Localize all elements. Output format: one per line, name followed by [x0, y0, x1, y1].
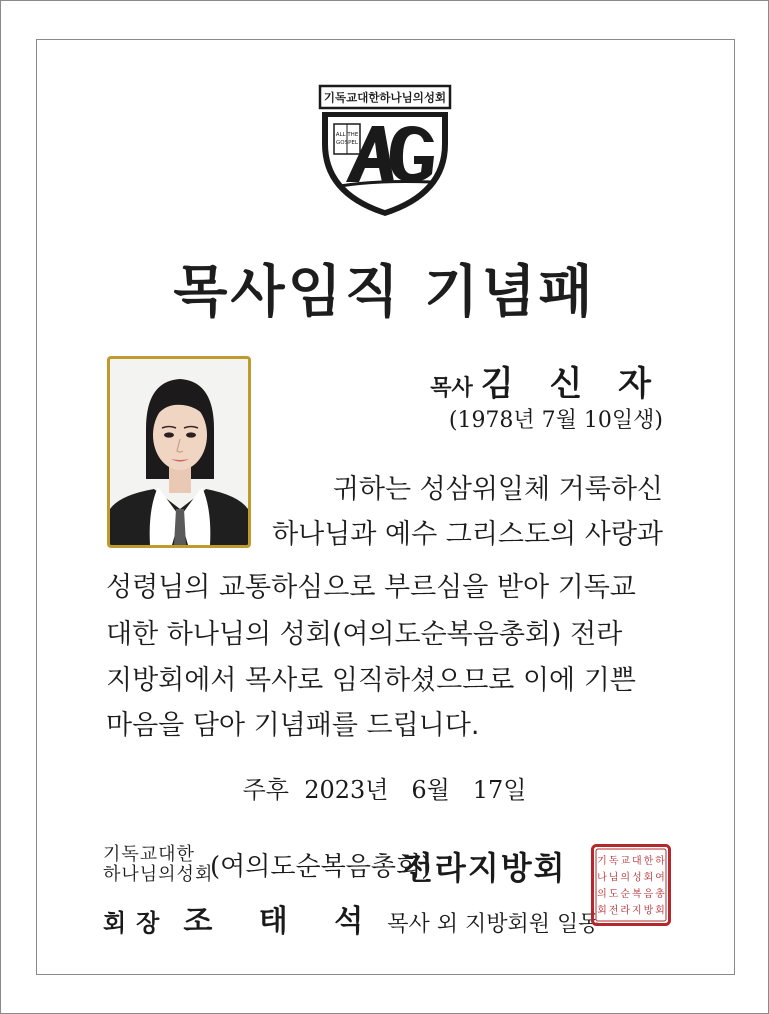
svg-text:나: 나 — [597, 872, 607, 884]
svg-text:도: 도 — [608, 889, 619, 900]
citation-line-1: 귀하는 성삼위일체 거룩하신 — [332, 474, 663, 505]
plaque-title: 목사임직 기념패 — [173, 260, 596, 325]
svg-text:기: 기 — [597, 856, 607, 867]
svg-text:음: 음 — [643, 889, 654, 900]
recipient-name-line — [430, 356, 663, 405]
issuer-chair-line — [103, 896, 599, 940]
issuer-region: 전라지방회 — [402, 849, 567, 887]
svg-text:총: 총 — [655, 889, 665, 900]
recipient-title: 목사 — [430, 376, 473, 401]
recipient-name: 김 신 자 — [480, 364, 663, 404]
chair-label: 회장 — [103, 909, 170, 937]
book-icon — [334, 124, 360, 154]
svg-text:ALL THE: ALL THE — [335, 132, 359, 138]
svg-text:독: 독 — [608, 856, 619, 867]
svg-text:대: 대 — [631, 856, 642, 867]
svg-text:의: 의 — [597, 889, 607, 900]
svg-text:회: 회 — [643, 872, 654, 884]
svg-text:기독교대한하나님의성회: 기독교대한하나님의성회 — [323, 90, 447, 105]
ag-emblem-logo — [316, 84, 454, 220]
svg-text:하: 하 — [655, 856, 665, 867]
svg-text:교: 교 — [620, 856, 631, 867]
svg-text:한: 한 — [643, 856, 654, 867]
svg-text:순: 순 — [620, 889, 631, 900]
issuer-denomination: (여의도순복음총회) — [210, 852, 432, 882]
svg-text:라: 라 — [620, 905, 631, 917]
svg-text:님: 님 — [608, 872, 619, 884]
svg-text:전: 전 — [608, 905, 619, 917]
chair-suffix: 목사 외 지방회원 일동 — [387, 912, 600, 937]
svg-text:회: 회 — [597, 905, 607, 917]
svg-text:성: 성 — [631, 872, 642, 884]
svg-text:복: 복 — [631, 889, 642, 900]
citation-line-5: 지방회에서 목사로 임직하셨으므로 이에 기쁜 — [106, 665, 636, 696]
recipient-photo — [107, 356, 251, 548]
citation-line-4: 대한 하나님의 성회(여의도순복음총회) 전라 — [106, 619, 623, 650]
issuer-org-line-2: 하나님의성회 — [103, 864, 214, 885]
recipient-birthdate: (1978년 7월 10일생) — [448, 408, 663, 433]
svg-text:여: 여 — [655, 872, 665, 884]
svg-text:방: 방 — [643, 905, 654, 917]
svg-text:회: 회 — [655, 905, 665, 917]
svg-text:지: 지 — [631, 905, 642, 917]
chair-name: 조 태 석 — [183, 904, 382, 939]
issuer-org-line-1: 기독교대한 — [103, 844, 195, 865]
citation-line-2: 하나님과 예수 그리스도의 사랑과 — [272, 519, 663, 550]
svg-text:GOSPEL: GOSPEL — [336, 140, 358, 146]
official-seal-stamp — [591, 844, 671, 926]
citation-line-3: 성령님의 교통하심으로 부르심을 받아 기독교 — [106, 572, 636, 603]
citation-line-6: 마음을 담아 기념패를 드립니다. — [106, 710, 480, 741]
issuer-org-name — [103, 845, 213, 885]
svg-text:의: 의 — [620, 872, 631, 884]
award-date: 주후 2023년 6월 17일 — [242, 776, 527, 804]
